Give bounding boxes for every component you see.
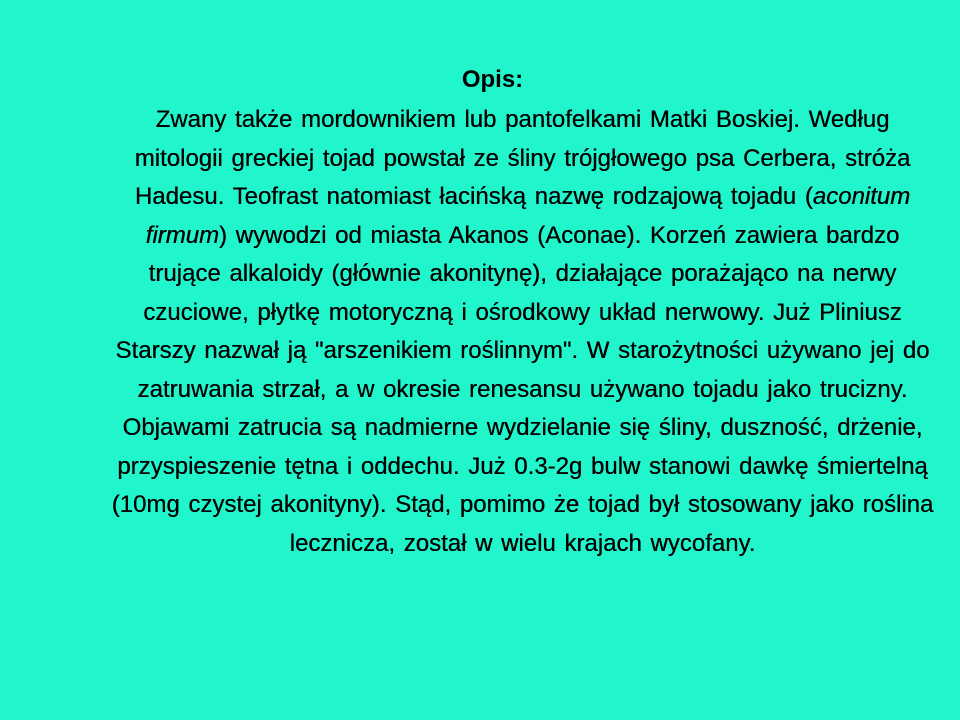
latin-name: aconitum firmum (145, 183, 911, 249)
description-paragraph (110, 101, 935, 563)
slide-heading: Opis: (461, 66, 524, 93)
description-text-part-1: Zwany także mordownikiem lub pantofelkami Matki Boskiej. Według mitologii greckiej tojad powstał ze śliny trójgłowego psa Cerbera, stróża Hadesu. Teofrast natomiast łacińską nazwę rodzajową tojadu ( (134, 106, 911, 210)
description-text-part-2: ) wywodzi od miasta Akanos (Aconae). Korzeń zawiera bardzo trujące alkaloidy (głównie akonitynę), działające porażająco na nerwy czuciowe, płytkę motoryczną i ośrodkowy układ nerwowy. Już Pliniusz Starszy nazwał ją "arszenikiem roślinnym". W starożytności używano jej do zatruwania strzał, a w okresie renesansu używano tojadu jako trucizny. Objawami zatrucia są nadmierne wydzielanie się śliny, duszność, drżenie, przyspieszenie tętna i oddechu. Już 0.3-2g bulw stanowi dawkę śmiertelną (10mg czystej akonityny). Stąd, pomimo że tojad był stosowany jako roślina lecznicza, został w wielu krajach wycofany. (111, 221, 934, 557)
